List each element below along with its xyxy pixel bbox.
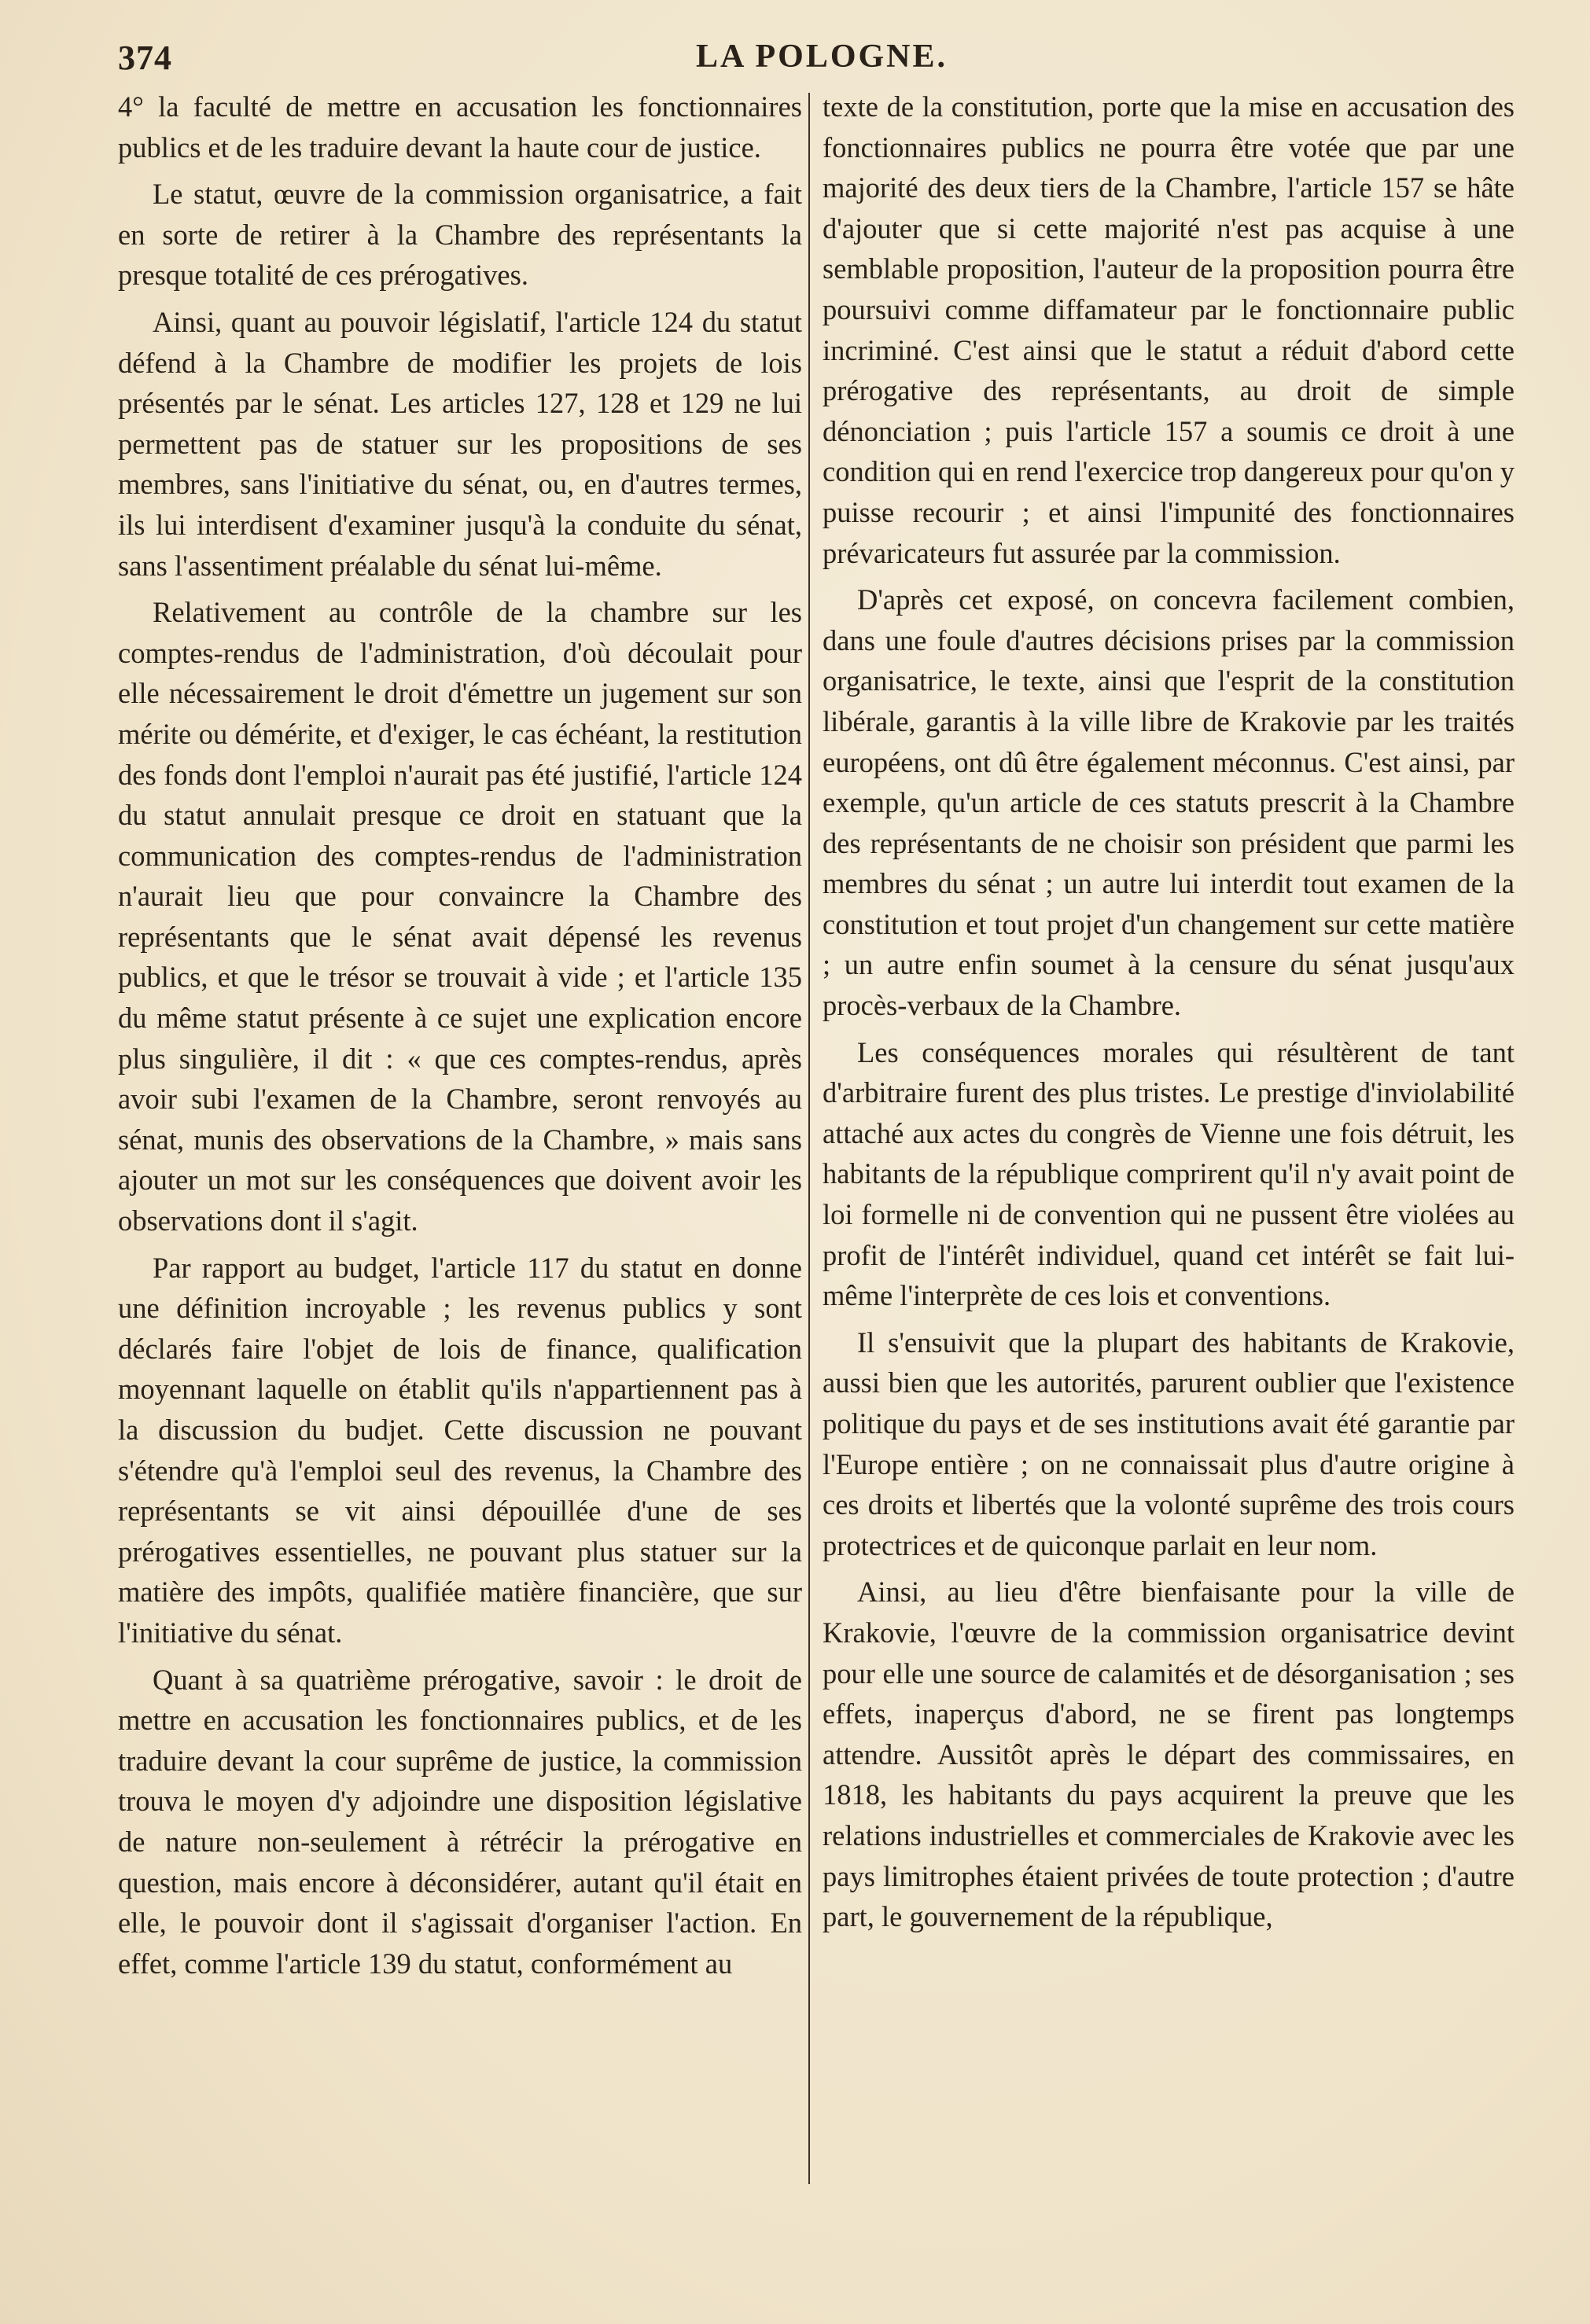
column-divider xyxy=(808,93,810,2184)
paragraph: Quant à sa quatrième prérogative, savoir : le droit de mettre en accusation les fonctionnaires publics, et de les traduire devant la cour suprême de justice, la commission trouva le moyen d'y adjoindre une disposition législative de nature non-seulement à rétrécir la prérogative en question, mais encore à déconsidérer, autant qu'il était en elle, le pouvoir dont il s'agissait d'organiser l'action. En effet, comme l'article 139 du statut, conformément au xyxy=(118,1663,802,1980)
paragraph: Les conséquences morales qui résultèrent de tant d'arbitraire furent des plus tristes. Le prestige d'inviolabilité attaché aux actes du congrès de Vienne une fois détruit, les habitants de la république comprirent qu'il n'y avait point de loi formelle ni de convention qui ne pussent être violées au profit de l'intérêt individuel, quand cet intérêt se fait lui-même l'interprète de ces lois et conventions. xyxy=(823,1035,1515,1312)
paragraph: Ainsi, quant au pouvoir législatif, l'article 124 du statut défend à la Chambre de modifier les projets de lois présentés par le sénat. Les articles 127, 128 et 129 ne lui permettent pas de statuer sur les propositions de ses membres, sans l'initiative du sénat, ou, en d'autres termes, ils lui interdisent d'examiner jusqu'à la conduite du sénat, sans l'assentiment préalable du sénat lui-même. xyxy=(118,305,802,582)
paragraph: Le statut, œuvre de la commission organisatrice, a fait en sorte de retirer à la Chambre des représentants la presque totalité de ces prérogatives. xyxy=(118,178,802,292)
paragraph: texte de la constitution, porte que la mise en accusation des fonctionnaires publics ne pourra être votée que par une majorité des deux tiers de la Chambre, l'article 157 se hâte d'ajouter que si cette majorité n'est pas acquise à une semblable proposition, l'auteur de la proposition pourra être poursuivi comme diffamateur par le fonctionnaire public incriminé. C'est ainsi que le statut a réduit d'abord cette prérogative des représentants, au droit de simple dénonciation ; puis l'article 157 a soumis ce droit à une condition qui en rend l'exercice trop dangereux pour qu'on y puisse recourir ; et ainsi l'impunité des fonctionnaires prévaricateurs fut assurée par la commission. xyxy=(823,90,1515,569)
paragraph: 4° la faculté de mettre en accusation les fonctionnaires publics et de les traduire devant la haute cour de justice. xyxy=(118,90,802,164)
right-column xyxy=(823,86,1515,1937)
paragraph: Il s'ensuivit que la plupart des habitants de Krakovie, aussi bien que les autorités, parurent oublier que l'existence politique du pays et de ses institutions avait été garantie par l'Europe entière ; on ne connaissait plus d'autre origine à ces droits et libertés que la volonté suprême des trois cours protectrices et de quiconque parlait en leur nom. xyxy=(823,1326,1515,1561)
paragraph: Relativement au contrôle de la chambre sur les comptes-rendus de l'administration, d'où découlait pour elle nécessairement le droit d'émettre un jugement sur son mérite ou démérite, et d'exiger, le cas échéant, la restitution des fonds dont l'emploi n'aurait pas été justifié, l'article 124 du statut annulait presque ce droit en statuant que la communication des comptes-rendus de l'administration n'aurait lieu que pour convaincre la Chambre des représentants que le sénat avait dépensé les revenus publics, et que le trésor se trouvait à vide ; et l'article 135 du même statut présente à ce sujet une explication encore plus singulière, il dit : « que ces comptes-rendus, après avoir subi l'examen de la Chambre, seront renvoyés au sénat, munis des observations de la Chambre, » mais sans ajouter un mot sur les conséquences que doivent avoir les observations dont il s'agit. xyxy=(118,596,802,1237)
paragraph: Par rapport au budget, l'article 117 du statut en donne une définition incroyable ; les revenus publics y sont déclarés faire l'objet de lois de finance, qualification moyennant laquelle on établit qu'ils n'appartiennent pas à la discussion du budjet. Cette discussion ne pouvant s'étendre qu'à l'emploi seul des revenus, la Chambre des représentants se vit ainsi dépouillée d'une de ses prérogatives essentielles, ne pouvant plus statuer sur la matière des impôts, qualifiée matière financière, que sur l'initiative du sénat. xyxy=(118,1251,802,1649)
page-header xyxy=(118,38,1526,82)
page-number: 374 xyxy=(118,39,172,77)
left-column xyxy=(118,86,802,1984)
paragraph: D'après cet exposé, on concevra facilement combien, dans une foule d'autres décisions prises par la commission organisatrice, le texte, ainsi que l'esprit de la constitution libérale, garantis à la ville libre de Krakovie par les traités européens, ont dû être également méconnus. C'est ainsi, par exemple, qu'un article de ces statuts prescrit à la Chambre des représentants de ne choisir son président que parmi les membres du sénat ; un autre lui interdit tout examen de la constitution et tout projet d'un changement sur cette matière ; un autre enfin soumet à la censure du sénat jusqu'aux procès-verbaux de la Chambre. xyxy=(823,583,1515,1022)
running-title: LA POLOGNE. xyxy=(695,39,948,75)
paragraph: Ainsi, au lieu d'être bienfaisante pour la ville de Krakovie, l'œuvre de la commission organisatrice devint pour elle une source de calamités et de désorganisation ; ses effets, inaperçus d'abord, ne se firent pas longtemps attendre. Aussitôt après le départ des commissaires, en 1818, les habitants du pays acquirent la preuve que les relations industrielles et commerciales de Krakovie avec les pays limitrophes étaient privées de toute protection ; d'autre part, le gouvernement de la république, xyxy=(823,1576,1515,1933)
